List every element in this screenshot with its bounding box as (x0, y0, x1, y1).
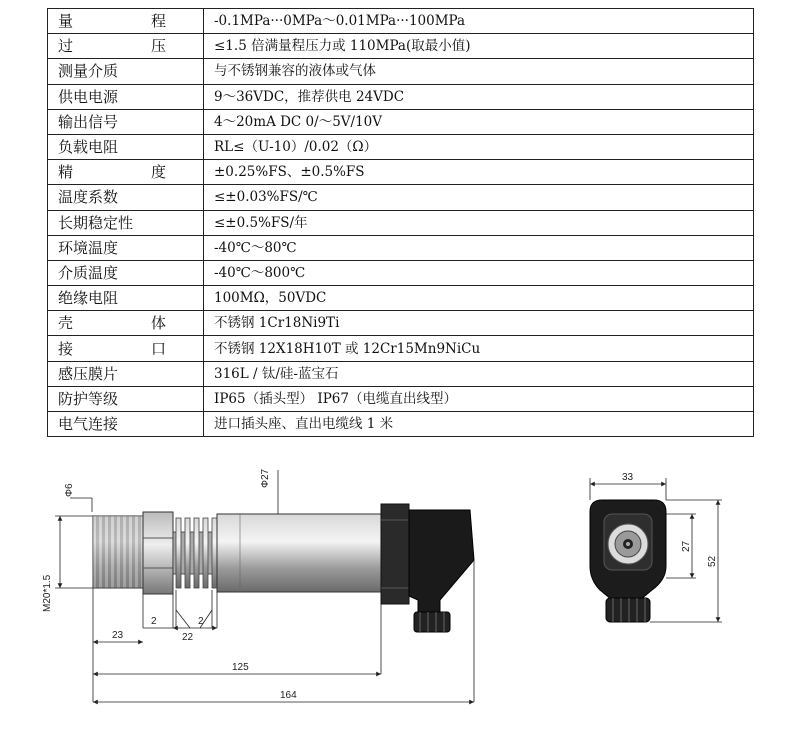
dim-2b: 2 (198, 616, 204, 627)
spec-label: 测量介质 (48, 59, 204, 84)
dim-125: 125 (232, 662, 249, 673)
spec-value: 100MΩ，50VDC (204, 286, 754, 311)
spec-label: 供电电源 (48, 84, 204, 109)
spec-label-char: 过 (58, 37, 74, 56)
spec-label-char: 量 (58, 12, 74, 31)
spec-label-char: 体 (150, 314, 166, 333)
cooling-fins (173, 518, 217, 588)
spec-label-char: 壳 (58, 314, 74, 333)
spec-value: ≤±0.5%FS/年 (204, 210, 754, 235)
spec-value: ≤±0.03%FS/℃ (204, 185, 754, 210)
spec-value: 不锈钢 12X18H10T 或 12Cr15Mn9NiCu (204, 336, 754, 361)
connector-collar (381, 504, 409, 604)
spec-label: 输出信号 (48, 109, 204, 134)
connector-plug (409, 510, 474, 620)
sensor-body (217, 514, 383, 592)
spec-value: 不锈钢 1Cr18Ni9Ti (204, 311, 754, 336)
dim-164: 164 (280, 690, 297, 701)
dim-22: 22 (182, 632, 194, 643)
spec-value: -40℃～800℃ (204, 260, 754, 285)
dim-23: 23 (112, 630, 124, 641)
spec-value: 9～36VDC，推荐供电 24VDC (204, 84, 754, 109)
dim-phi6: Φ6 (64, 483, 75, 497)
spec-label-char: 接 (58, 339, 74, 358)
dim-33: 33 (622, 472, 634, 483)
connector-front-view (590, 500, 666, 622)
spec-label-char: 精 (58, 163, 74, 182)
spec-value: ≤1.5 倍满量程压力或 110MPa(取最小值) (204, 34, 754, 59)
hex-nut (143, 512, 173, 594)
dim-thread: M20*1.5 (42, 574, 53, 612)
dim-2a: 2 (151, 616, 157, 627)
sensor-side-view (93, 504, 474, 632)
spec-label-char: 度 (150, 163, 166, 182)
spec-label-char: 口 (150, 339, 166, 358)
spec-value: 进口插头座、直出电缆线 1 米 (204, 412, 754, 437)
spec-label: 温度系数 (48, 185, 204, 210)
spec-label: 介质温度 (48, 260, 204, 285)
spec-label: 绝缘电阻 (48, 286, 204, 311)
dim-52: 52 (707, 555, 718, 567)
spec-label-char: 压 (150, 37, 166, 56)
dim-phi27: Φ27 (260, 468, 271, 488)
spec-label: 负载电阻 (48, 134, 204, 159)
spec-value: 316L / 钛/硅-蓝宝石 (204, 361, 754, 386)
spec-label: 防护等级 (48, 386, 204, 411)
spec-label: 环境温度 (48, 235, 204, 260)
spec-value: -0.1MPa···0MPa～0.01MPa···100MPa (204, 9, 754, 34)
spec-value: 与不锈钢兼容的液体或气体 (204, 59, 754, 84)
spec-label-char: 程 (150, 12, 166, 31)
spec-value: 4～20mA DC 0/～5V/10V (204, 109, 754, 134)
dim-27: 27 (681, 540, 692, 552)
spec-value: RL≤（U-10）/0.02（Ω） (204, 134, 754, 159)
spec-value: IP65（插头型） IP67（电缆直出线型） (204, 386, 754, 411)
spec-label: 长期稳定性 (48, 210, 204, 235)
spec-value: -40℃～80℃ (204, 235, 754, 260)
spec-label: 感压膜片 (48, 361, 204, 386)
spec-value: ±0.25%FS、±0.5%FS (204, 160, 754, 185)
spec-label: 电气连接 (48, 412, 204, 437)
